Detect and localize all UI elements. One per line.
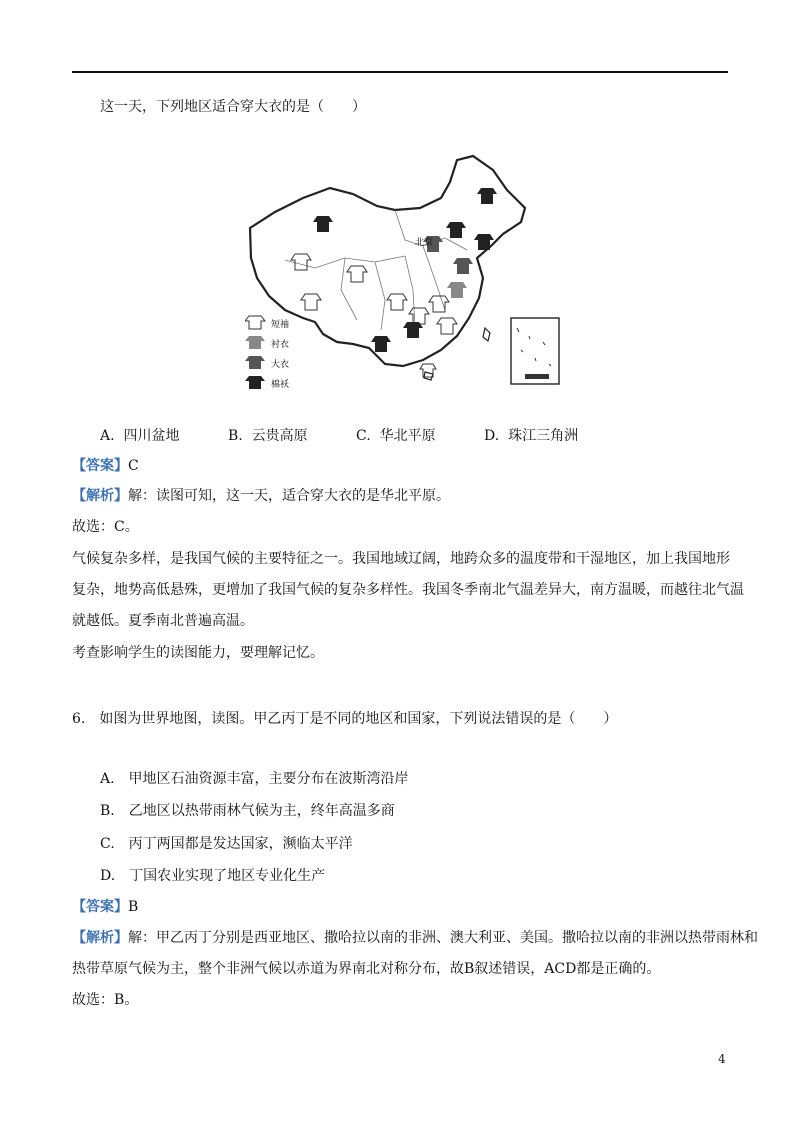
shirt-icon [447,282,467,298]
q6-option-c[interactable]: C. 丙丁两国都是发达国家，濒临太平洋 [100,836,353,852]
q6-stem: 6. 如图为世界地图，读图。甲乙丙丁是不同的地区和国家，下列说法错误的是（ ） [72,711,618,727]
beijing-label: 北京 [415,238,434,248]
q5-answer: 【答案】C [72,458,139,474]
q6-choose: 故选：B。 [72,992,139,1008]
cotton-coat-icon [245,376,265,389]
coat-icon [245,356,265,369]
legend-cotton-coat: 棉袄 [271,380,290,390]
q5-option-a[interactable]: A. 四川盆地 [100,428,180,444]
q6-answer: 【答案】B [72,899,139,915]
short-sleeve-icon [301,294,321,310]
header-rule [72,71,728,73]
legend-short-sleeve: 短袖 [271,320,290,330]
q5-stem: 这一天，下列地区适合穿大衣的是（ ） [100,99,366,115]
q5-option-c[interactable]: C. 华北平原 [356,428,436,444]
south-china-sea-inset [511,318,559,384]
q6-option-b[interactable]: B. 乙地区以热带雨林气候为主，终年高温多商 [100,803,395,819]
q5-explain-line-2: 复杂，地势高低悬殊，更增加了我国气候的复杂多样性。我国冬季南北气温差异大，南方温暖，而越往北气温 [72,582,744,598]
cotton-coat-icon [371,336,391,352]
short-sleeve-icon [429,296,449,312]
q5-explain-line-3: 就越低。夏季南北普遍高温。 [72,613,254,629]
q6-option-d[interactable]: D. 丁国农业实现了地区专业化生产 [100,868,326,884]
q6-analysis-line-2: 热带草原气候为主，整个非洲气候以赤道为界南北对称分布，故B叙述错误，ACD都是正确的。 [72,961,661,977]
coat-icon [453,258,473,274]
q5-option-d[interactable]: D. 珠江三角洲 [484,428,579,444]
q5-option-b[interactable]: B. 云贵高原 [228,428,308,444]
china-map-figure [245,150,565,395]
cotton-coat-icon [313,216,333,232]
cotton-coat-icon [403,322,423,338]
map-legend [245,316,289,390]
short-sleeve-icon [409,308,429,324]
q5-analysis: 【解析】解：读图可知，这一天，适合穿大衣的是华北平原。 [72,488,450,504]
short-sleeve-icon [347,266,367,282]
shirt-icon [245,336,265,349]
page-number: 4 [718,1052,726,1066]
short-sleeve-icon [387,294,407,310]
short-sleeve-icon [420,364,436,377]
q5-explain-line-1: 气候复杂多样，是我国气候的主要特征之一。我国地域辽阔，地跨众多的温度带和干湿地区，加上我国地形 [72,551,730,567]
taiwan-island [483,328,490,341]
cotton-coat-icon [474,234,494,250]
legend-shirt: 衬衣 [271,340,290,350]
q5-choose: 故选：C。 [72,519,139,535]
q6-analysis-line-1: 【解析】解：甲乙丙丁分别是西亚地区、撒哈拉以南的非洲、澳大利亚、美国。撒哈拉以南的非洲以热带雨林和 [72,930,758,946]
q6-option-a[interactable]: A. 甲地区石油资源丰富，主要分布在波斯湾沿岸 [100,771,409,787]
short-sleeve-icon [245,316,265,329]
china-map [245,150,565,395]
cotton-coat-icon [446,222,466,238]
cotton-coat-icon [477,188,497,204]
q5-explain-line-4: 考查影响学生的读图能力，要理解记忆。 [72,645,324,661]
hainan-island [424,372,433,380]
short-sleeve-icon [437,318,457,334]
legend-coat: 大衣 [271,360,290,370]
